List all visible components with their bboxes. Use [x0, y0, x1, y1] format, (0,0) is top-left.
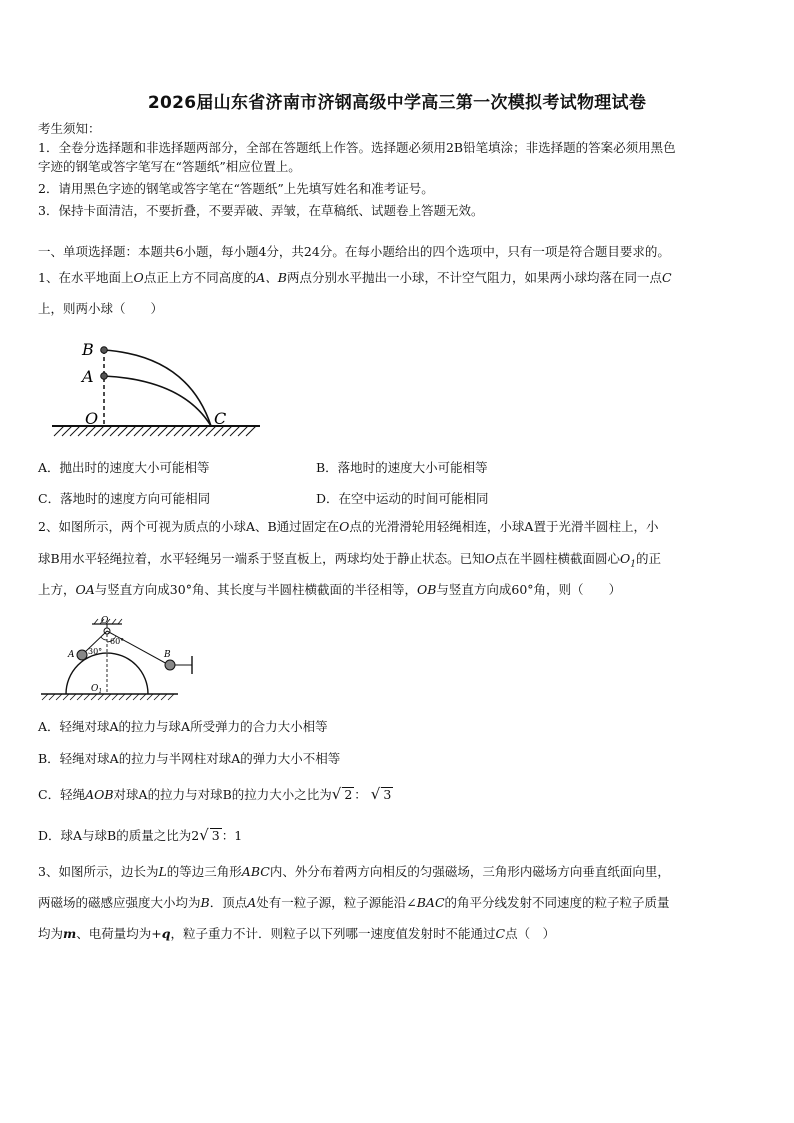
- q3-stem-line2: 两磁场的磁感应强度大小均为B．顶点A处有一粒子源，粒子源能沿∠BAC的角平分线发射不同速度的粒子粒子质量: [38, 895, 670, 910]
- q1-label-o: O: [85, 409, 99, 428]
- q1-label-b: B: [82, 340, 94, 359]
- q1-figure: [48, 334, 263, 442]
- q2-option-a: A．轻绳对球A的拉力与球A所受弹力的合力大小相等: [38, 719, 328, 734]
- page-title: 2026届山东省济南市济钢高级中学高三第一次模拟考试物理试卷: [147, 93, 647, 113]
- q2-angle-30: 30°: [88, 647, 103, 656]
- q2-stem-line3: 上方，OA与竖直方向成30°角、其长度与半圆柱横截面的半径相等，OB与竖直方向成60°角，则（ ）: [38, 582, 622, 597]
- notice-item-2: 2．请用黑色字迹的钢笔或答字笔在“答题纸”上先填写姓名和准考证号。: [38, 181, 434, 196]
- q2-stem-line1: 2、如图所示，两个可视为质点的小球A、B通过固定在O点的光滑滑轮用轻绳相连，小球A置于光滑半圆柱上，小: [38, 519, 659, 534]
- q1-option-a: A．抛出时的速度大小可能相等: [38, 460, 210, 475]
- q2-label-a: A: [68, 650, 75, 660]
- q2-angle-60: 60°: [110, 637, 125, 646]
- notice-item-1-cont: 字迹的钢笔或答字笔写在“答题纸”相应位置上。: [38, 159, 301, 174]
- notice-item-1: 1．全卷分选择题和非选择题两部分，全部在答题纸上作答。选择题必须用2B铅笔填涂；非选择题的答案必须用黑色: [38, 140, 676, 155]
- q2-label-o: O: [101, 616, 109, 626]
- q2-stem-line2: 球B用水平轻绳拉着，水平轻绳另一端系于竖直板上，两球均处于静止状态。已知O点在半圆柱横截面圆心$O_1$的正: [38, 551, 661, 570]
- q1-label-a: A: [82, 367, 94, 386]
- q2-option-c: C．轻绳AOB对球A的拉力与对球B的拉力大小之比为√ 2 ： √ 3: [38, 785, 392, 803]
- q1-stem-line2: 上，则两小球（ ）: [38, 301, 164, 316]
- q2-option-b: B．轻绳对球A的拉力与半网柱对球A的弹力大小不相等: [38, 751, 341, 766]
- q2-label-o1: $O_1$: [91, 684, 103, 695]
- q2-label-b: B: [164, 650, 171, 660]
- section-heading: 一、单项选择题：本题共6小题，每小题4分，共24分。在每小题给出的四个选项中，只有一项是符合题目要求的。: [38, 244, 670, 259]
- q1-option-b: B．落地时的速度大小可能相等: [316, 460, 488, 475]
- q1-label-c: C: [214, 409, 227, 428]
- q3-stem-line3: 均为m、电荷量均为+q，粒子重力不计．则粒子以下列哪一速度值发射时不能通过C点（ ）: [38, 926, 556, 941]
- q1-option-c: C．落地时的速度方向可能相同: [38, 491, 211, 506]
- q2-option-d: D．球A与球B的质量之比为2√ 3 ：1: [38, 826, 243, 844]
- q1-stem-line1: 1、在水平地面上O点正上方不同高度的A、B两点分别水平抛出一小球，不计空气阻力，如果两小球均落在同一点C: [38, 270, 672, 285]
- q1-option-d: D．在空中运动的时间可能相同: [316, 491, 489, 506]
- notice-heading: 考生须知：: [38, 121, 101, 136]
- notice-item-3: 3．保持卡面清洁，不要折叠，不要弄破、弄皱，在草稿纸、试题卷上答题无效。: [38, 203, 484, 218]
- q3-stem-line1: 3、如图所示，边长为L的等边三角形ABC内、外分布着两方向相反的匀强磁场，三角形内磁场方向垂直纸面向里，: [38, 864, 670, 879]
- q2-figure: [38, 614, 198, 706]
